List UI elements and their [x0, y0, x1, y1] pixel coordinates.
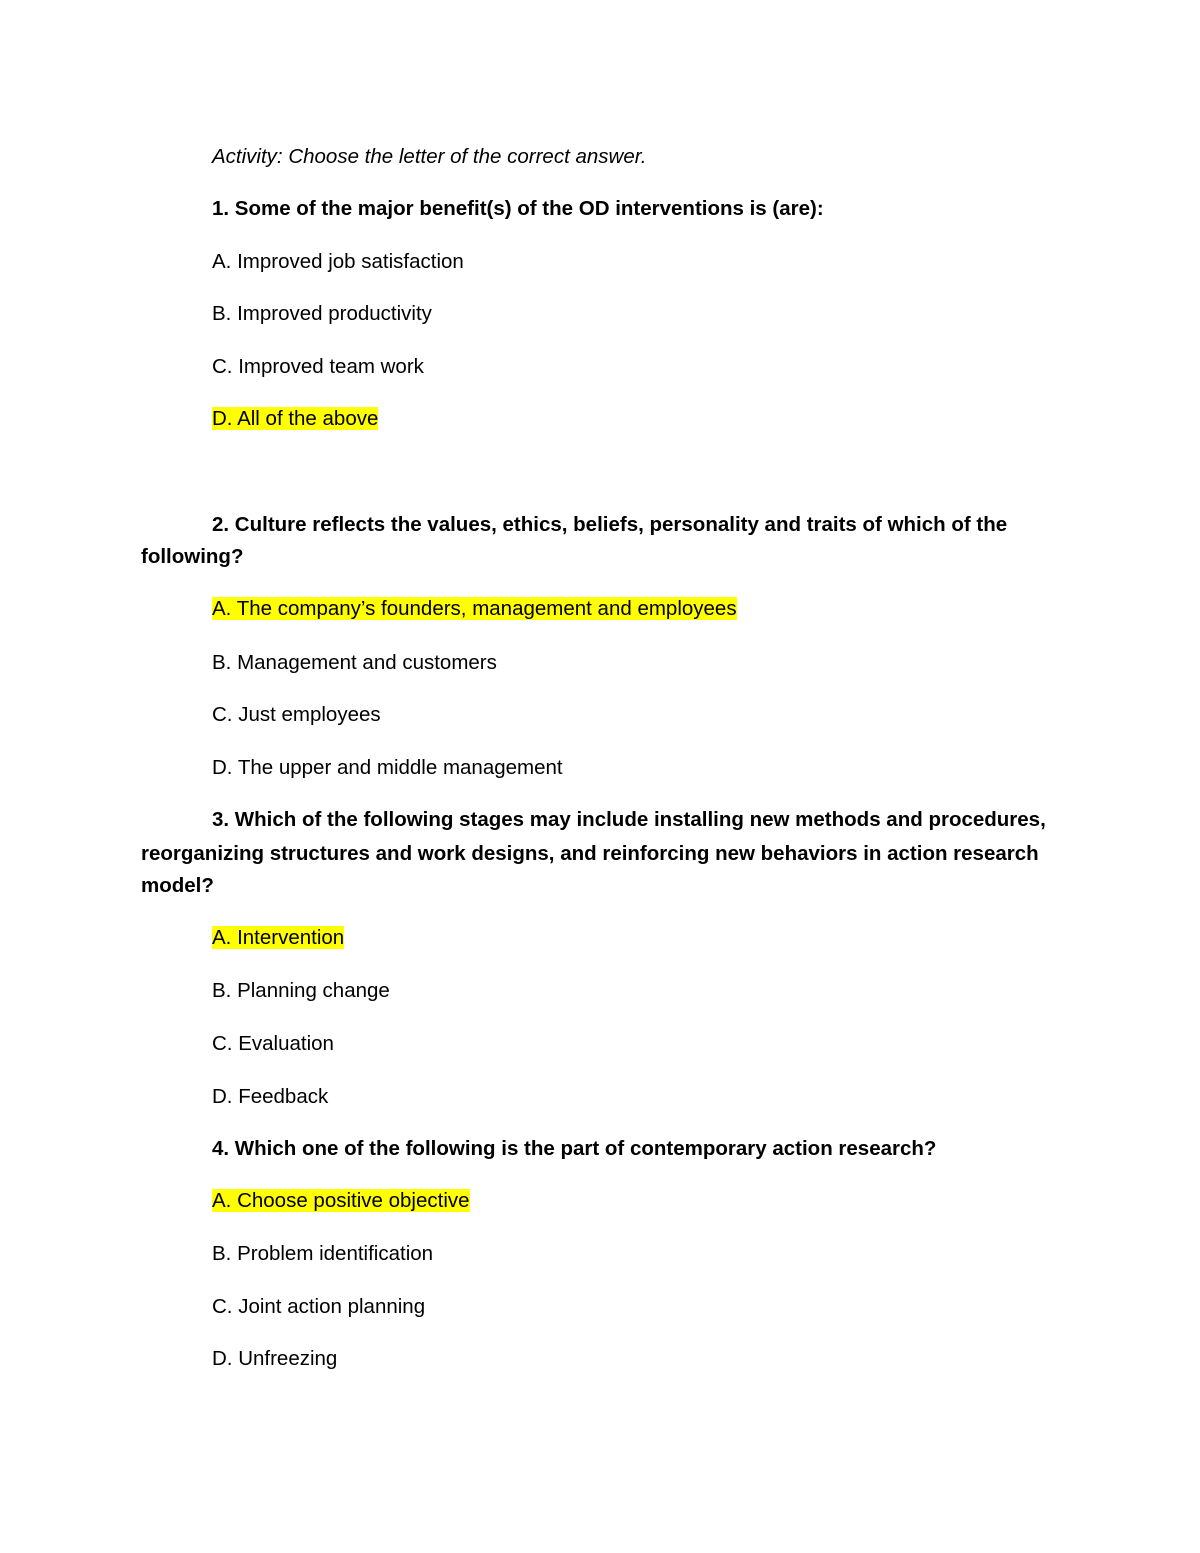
question-2-text-line-2: following? — [141, 545, 244, 568]
question-1-option-a: A. Improved job satisfaction — [212, 250, 464, 273]
answer-highlight: D. All of the above — [212, 407, 379, 430]
answer-highlight: A. Choose positive objective — [212, 1189, 470, 1212]
question-3-text-line-1: 3. Which of the following stages may include installing new methods and procedures, — [212, 808, 1046, 831]
question-3-option-c: C. Evaluation — [212, 1032, 334, 1055]
question-3-option-b: B. Planning change — [212, 979, 390, 1002]
question-4-option-b: B. Problem identification — [212, 1242, 434, 1265]
question-4-text: 4. Which one of the following is the part of contemporary action research? — [212, 1137, 937, 1160]
question-2-option-d: D. The upper and middle management — [212, 756, 563, 779]
question-3-option-d: D. Feedback — [212, 1085, 329, 1108]
question-2-option-b: B. Management and customers — [212, 651, 497, 674]
question-4-option-a — [212, 1184, 470, 1217]
question-4-option-c: C. Joint action planning — [212, 1295, 426, 1318]
question-1-option-b: B. Improved productivity — [212, 302, 432, 325]
question-4-option-d: D. Unfreezing — [212, 1347, 338, 1370]
answer-highlight: A. Intervention — [212, 926, 345, 949]
question-2-option-c: C. Just employees — [212, 703, 381, 726]
question-3-text-line-3: model? — [141, 874, 214, 897]
question-1-option-d — [212, 402, 378, 435]
question-3-text-line-2: reorganizing structures and work designs, and reinforcing new behaviors in action research — [141, 842, 1039, 865]
question-2-option-a — [212, 592, 737, 625]
answer-highlight: A. The company’s founders, management and employees — [212, 597, 737, 620]
activity-instruction: Activity: Choose the letter of the correct answer. — [212, 145, 647, 168]
question-3-option-a — [212, 921, 344, 954]
question-1-option-c: C. Improved team work — [212, 355, 424, 378]
question-1-text: 1. Some of the major benefit(s) of the OD interventions is (are): — [212, 197, 824, 220]
question-2-text-line-1: 2. Culture reflects the values, ethics, beliefs, personality and traits of which of the — [212, 513, 1008, 536]
